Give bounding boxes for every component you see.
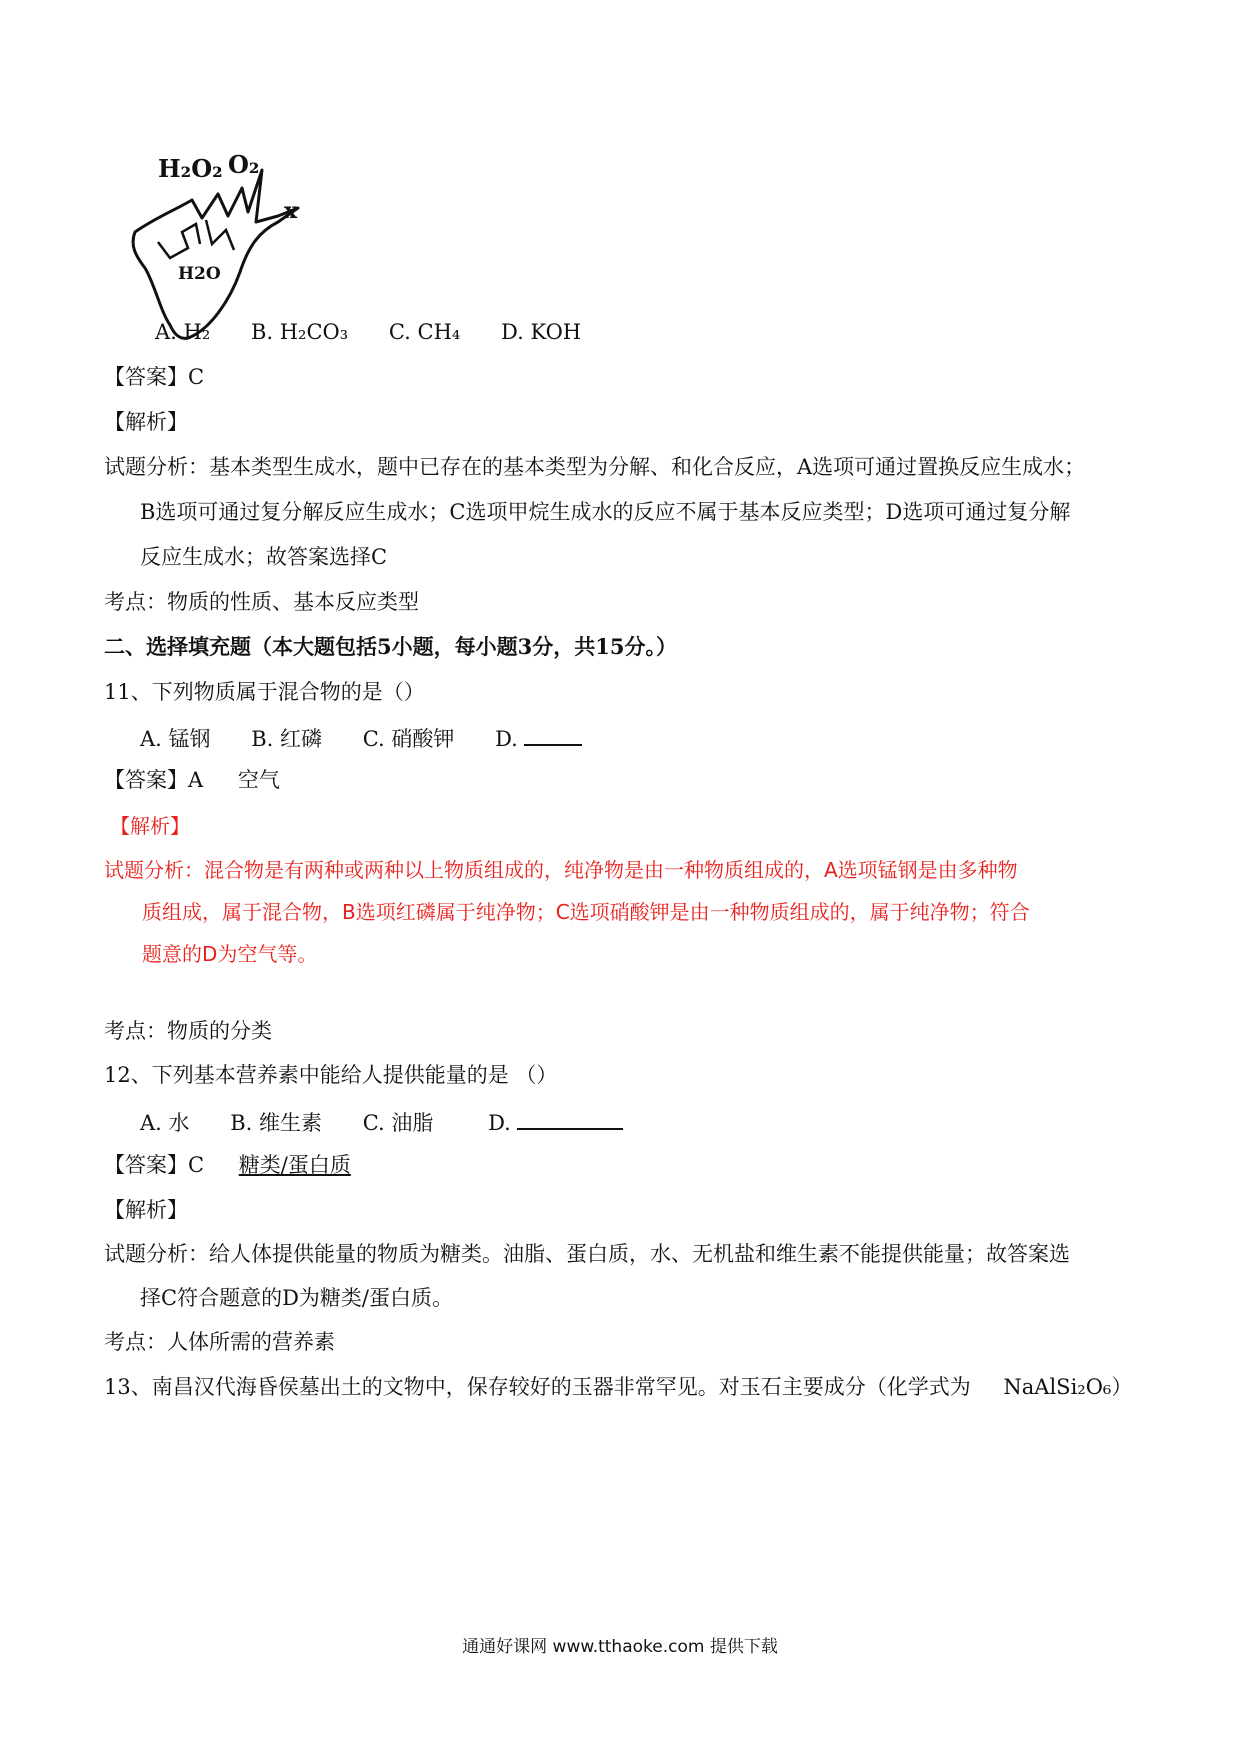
q11-analysis-line-1: 试题分析：混合物是有两种或两种以上物质组成的，纯净物是由一种物质组成的，A选项锰钢是由多种物 xyxy=(104,858,1018,882)
q12-options xyxy=(140,1106,623,1137)
option-a: A. 水 xyxy=(140,1111,190,1135)
q12-stem: 12、下列基本营养素中能给人提供能量的是 （） xyxy=(104,1063,558,1087)
option-d: D. xyxy=(495,727,518,751)
answer-label: 【答案】C xyxy=(104,1153,205,1177)
q10-kaodian: 考点：物质的性质、基本反应类型 xyxy=(104,590,419,614)
o2-label: O₂ xyxy=(228,150,260,179)
q13-stem xyxy=(104,1373,1132,1401)
option-d: D. xyxy=(488,1111,511,1135)
fill-blank xyxy=(524,722,582,746)
option-b: B. 维生素 xyxy=(230,1111,323,1135)
h2o-label: H2O xyxy=(178,264,221,284)
q10-answer: 【答案】C xyxy=(104,365,205,389)
option-a: A. 锰钢 xyxy=(140,727,211,751)
q10-analysis-line-3: 反应生成水；故答案选择C xyxy=(140,545,388,569)
answer-fill: 空气 xyxy=(237,768,280,792)
q10-analysis-line-1: 试题分析：基本类型生成水，题中已存在的基本类型为分解、和化合反应，A选项可通过置换反应生成水； xyxy=(104,455,1086,479)
section-2-title: 二、选择填充题（本大题包括5小题，每小题3分，共15分。） xyxy=(104,634,677,659)
q13-formula: NaAlSi₂O₆） xyxy=(1003,1375,1133,1399)
option-b: B. H₂CO₃ xyxy=(250,320,349,344)
answer-label: 【答案】A xyxy=(104,768,204,792)
x-label: x xyxy=(284,198,298,224)
q11-kaodian: 考点：物质的分类 xyxy=(104,1019,272,1043)
option-c: C. 硝酸钾 xyxy=(362,727,455,751)
option-d: D. KOH xyxy=(501,320,582,344)
q12-analysis-line-2: 择C符合题意的D为糖类/蛋白质。 xyxy=(140,1286,453,1310)
q10-options xyxy=(155,318,581,346)
q12-analysis-heading: 【解析】 xyxy=(104,1198,188,1222)
q11-stem: 11、下列物质属于混合物的是（） xyxy=(104,680,425,704)
option-b: B. 红磷 xyxy=(251,727,323,751)
option-c: C. CH₄ xyxy=(388,320,461,344)
q11-options xyxy=(140,722,582,753)
q12-kaodian: 考点：人体所需的营养素 xyxy=(104,1330,335,1354)
q10-analysis-heading: 【解析】 xyxy=(104,410,188,434)
q13-stem-text: 13、南昌汉代海昏侯墓出土的文物中，保存较好的玉器非常罕见。对玉石主要成分（化学式为 xyxy=(104,1375,971,1399)
h2o2-label: H₂O₂ xyxy=(158,154,223,183)
answer-fill: 糖类/蛋白质 xyxy=(238,1153,351,1177)
q11-analysis-heading: 【解析】 xyxy=(110,814,190,838)
q10-analysis-line-2: B选项可通过复分解反应生成水；C选项甲烷生成水的反应不属于基本反应类型；D选项可通过复分解 xyxy=(140,500,1071,524)
q12-analysis-line-1: 试题分析：给人体提供能量的物质为糖类。油脂、蛋白质，水、无机盐和维生素不能提供能量；故答案选 xyxy=(104,1242,1070,1266)
q11-analysis-line-2: 质组成，属于混合物，B选项红磷属于纯净物；C选项硝酸钾是由一种物质组成的，属于纯净物；符合 xyxy=(142,900,1030,924)
q12-answer xyxy=(104,1151,351,1179)
fill-blank xyxy=(517,1106,623,1130)
q11-analysis-line-3: 题意的D为空气等。 xyxy=(142,942,318,966)
option-c: C. 油脂 xyxy=(362,1111,434,1135)
option-a: A. H₂ xyxy=(155,320,211,344)
page-footer: 通通好课网 www.tthaoke.com 提供下载 xyxy=(462,1637,778,1657)
q11-answer xyxy=(104,766,280,794)
